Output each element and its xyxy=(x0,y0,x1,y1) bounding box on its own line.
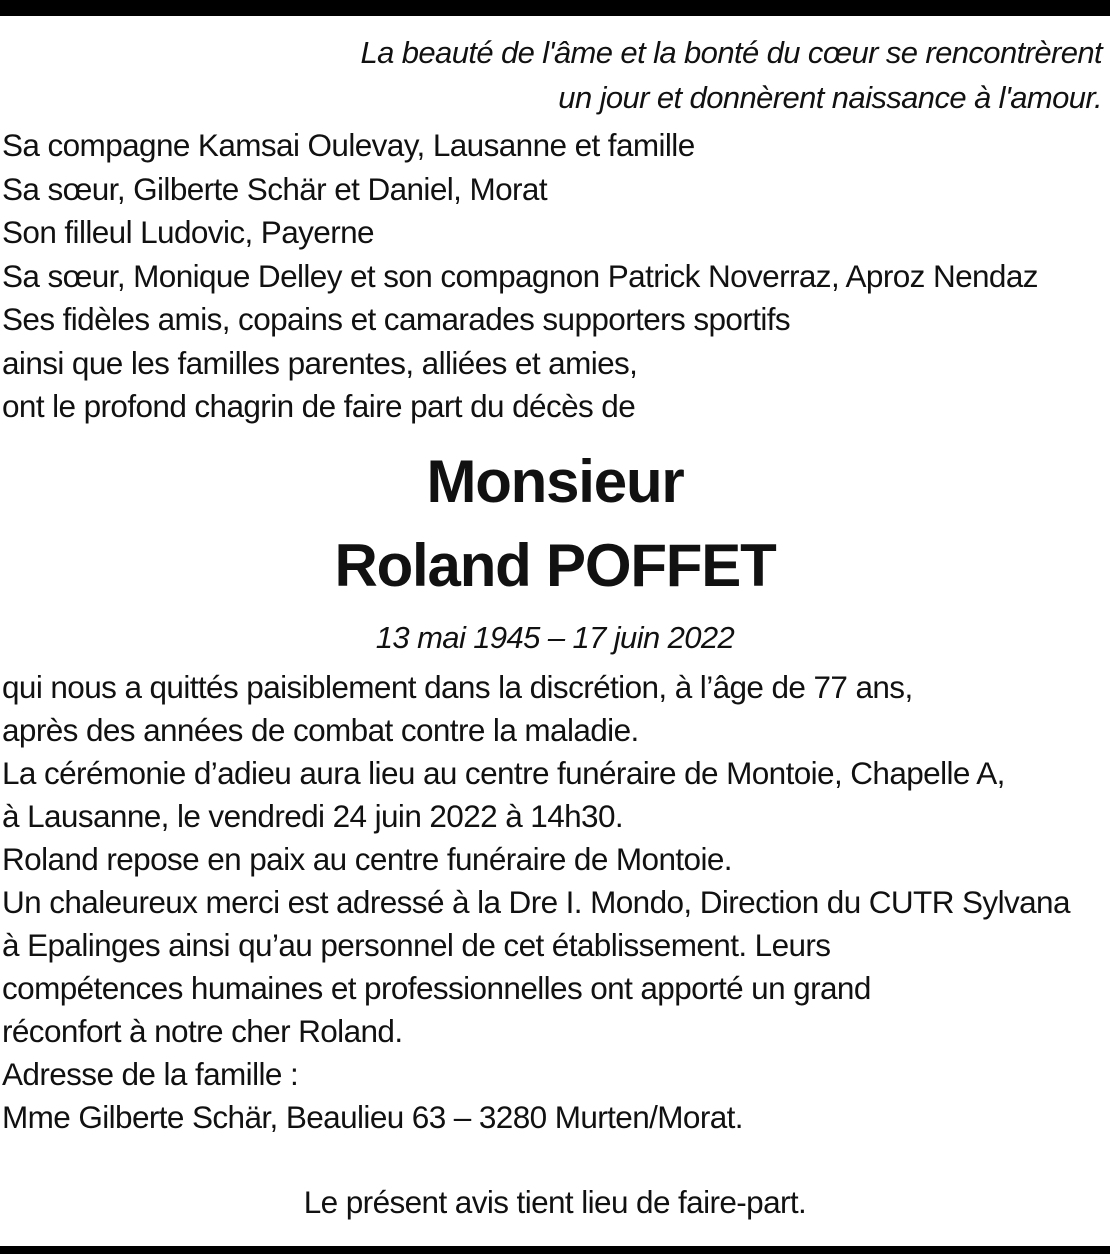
family-line: ainsi que les familles parentes, alliées et amies, xyxy=(2,344,638,381)
body-line: La cérémonie d’adieu aura lieu au centre funéraire de Montoie, Chapelle A, xyxy=(2,755,1005,791)
top-border-rule xyxy=(0,0,1110,16)
deceased-name: Roland POFFET xyxy=(334,532,776,599)
deceased-title: Monsieur xyxy=(426,448,684,515)
family-list xyxy=(2,124,1038,429)
quote-line: un jour et donnèrent naissance à l'amour. xyxy=(558,80,1102,115)
body-line: qui nous a quittés paisiblement dans la discrétion, à l’âge de 77 ans, xyxy=(2,669,913,705)
deceased-heading xyxy=(0,440,1110,608)
quote-line: La beauté de l'âme et la bonté du cœur se rencontrèrent xyxy=(360,35,1102,70)
body-line: compétences humaines et professionnelles ont apporté un grand xyxy=(2,970,871,1006)
body-line: Roland repose en paix au centre funéraire de Montoie. xyxy=(2,841,732,877)
family-line: Son filleul Ludovic, Payerne xyxy=(2,214,374,250)
body-line: à Lausanne, le vendredi 24 juin 2022 à 14h30. xyxy=(2,798,624,834)
bottom-border-rule xyxy=(0,1246,1110,1254)
body-line: réconfort à notre cher Roland. xyxy=(2,1013,403,1049)
body-line: Un chaleureux merci est adressé à la Dre I. Mondo, Direction du CUTR Sylvana xyxy=(2,884,1070,920)
body-line: après des années de combat contre la maladie. xyxy=(2,712,639,748)
family-line: Sa sœur, Monique Delley et son compagnon Patrick Noverraz, Aproz Nendaz xyxy=(2,257,1038,294)
family-line: Ses fidèles amis, copains et camarades supporters sportifs xyxy=(2,301,791,337)
footer-note: Le présent avis tient lieu de faire-part. xyxy=(303,1184,807,1220)
announcement-body xyxy=(2,666,1070,1139)
family-line: ont le profond chagrin de faire part du décès de xyxy=(2,388,636,424)
body-line: à Epalinges ainsi qu’au personnel de cet établissement. Leurs xyxy=(2,927,831,963)
life-dates: 13 mai 1945 – 17 juin 2022 xyxy=(375,620,735,655)
family-line: Sa sœur, Gilberte Schär et Daniel, Morat xyxy=(2,170,547,207)
family-line: Sa compagne Kamsai Oulevay, Lausanne et famille xyxy=(2,127,695,163)
epigraph-quote xyxy=(360,30,1102,120)
body-line: Mme Gilberte Schär, Beaulieu 63 – 3280 Murten/Morat. xyxy=(2,1099,743,1135)
body-line: Adresse de la famille : xyxy=(2,1056,299,1092)
